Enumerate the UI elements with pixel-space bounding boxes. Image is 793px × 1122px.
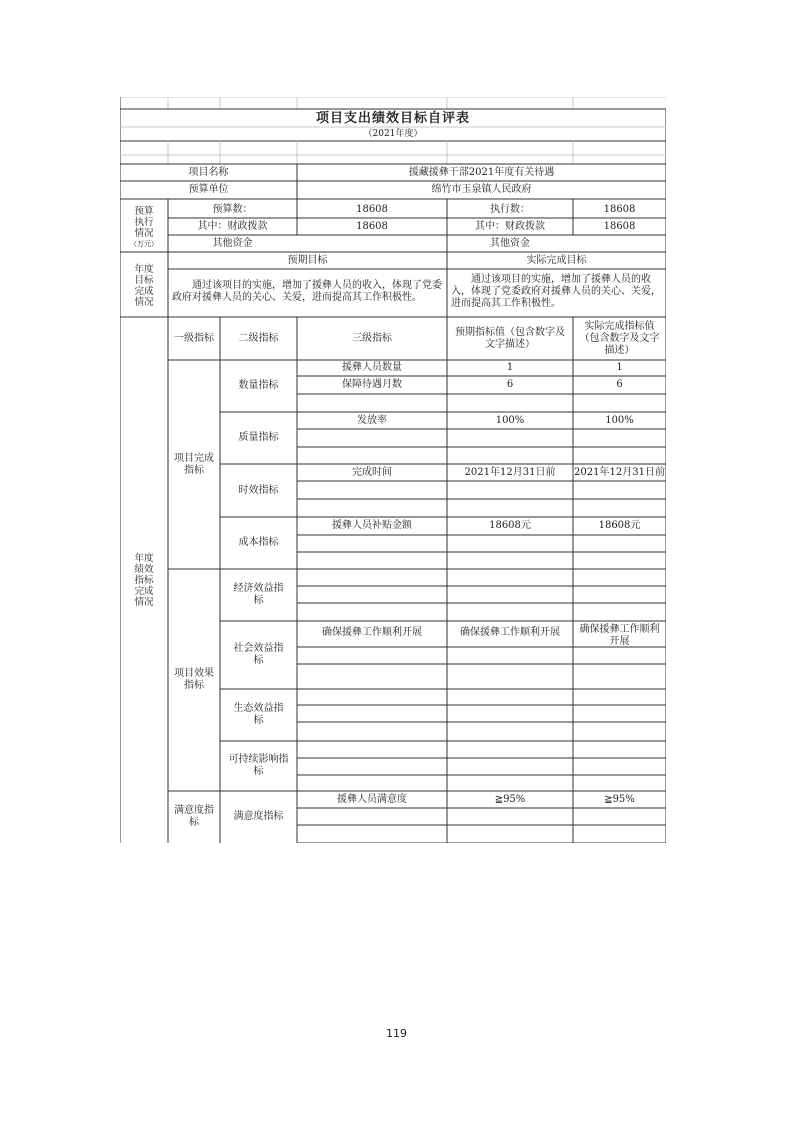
project-name-label: 项目名称	[188, 166, 229, 178]
time-indicator-label: 时效指标	[238, 484, 279, 496]
expected-goal-text: 通过该项目的实施，增加了援彝人员的收入，体现了党委政府对援彝人员的关心、关爱，进而提高其工作积极性。	[172, 280, 442, 303]
document-title: 项目支出绩效目标自评表	[315, 111, 470, 126]
row-t1-expected: 2021年12月31日前	[464, 466, 556, 478]
row-t1-name: 完成时间	[352, 466, 392, 478]
row-c1-actual: 18608元	[598, 520, 641, 531]
economic-indicator-label: 经济效益指标	[233, 583, 284, 606]
actual-value-header: 实际完成指标值（包含数字及文字描述）	[579, 320, 660, 356]
sustainable-indicator-label: 可持续影响指标	[228, 754, 289, 777]
row-s1-expected: 确保援彝工作顺利开展	[460, 627, 560, 638]
budget-section-text: 预算执行情况	[134, 205, 154, 239]
indicators-section-text: 年度绩效指标完成情况	[134, 552, 154, 608]
fiscal-budget-value: 18608	[356, 220, 388, 232]
row-q2-expected: 6	[506, 379, 514, 390]
row-sat1-expected: ≧95%	[494, 793, 526, 805]
level3-header: 三级指标	[352, 332, 392, 344]
social-indicator-label: 社会效益指标	[233, 643, 284, 666]
expected-goal-header: 预期目标	[287, 254, 328, 266]
row-c1-name: 援彝人员补贴金额	[332, 520, 412, 531]
row-ql1-name: 发放率	[357, 414, 387, 426]
budget-label: 预算数：	[212, 203, 253, 215]
goals-section-label	[124, 254, 164, 317]
satisfaction-indicator-label: 满意度指标	[233, 811, 284, 822]
goals-section-text: 年度目标完成情况	[134, 263, 154, 308]
row-s1-name: 确保援彝工作顺利开展	[322, 627, 422, 638]
row-q2-name: 保障待遇月数	[342, 379, 402, 390]
fiscal-exec-value: 18608	[603, 220, 636, 232]
other-funds-exec-label: 其他资金	[490, 237, 530, 249]
row-t1-actual: 2021年12月31日前	[574, 466, 665, 478]
group-satisfaction: 满意度指标	[174, 805, 214, 828]
budget-unit-note: （万元）	[130, 240, 158, 248]
cost-indicator-label: 成本指标	[238, 537, 279, 548]
exec-label: 执行数：	[490, 203, 530, 215]
row-q1-name: 援彝人员数量	[342, 362, 402, 373]
fiscal-budget-label: 其中：财政拨款	[197, 220, 268, 232]
page-number: 119	[386, 1027, 407, 1040]
evaluation-table	[120, 97, 666, 843]
row-q2-actual: 6	[616, 379, 623, 390]
budget-unit-label: 预算单位	[188, 184, 229, 195]
group-completion: 项目完成指标	[174, 452, 214, 476]
exec-value: 18608	[603, 203, 636, 215]
level1-header: 一级指标	[174, 332, 214, 344]
row-sat1-actual: ≧95%	[604, 793, 635, 805]
row-q1-expected: 1	[506, 362, 514, 373]
quantity-indicator-label: 数量指标	[238, 380, 279, 391]
expected-value-header: 预期指标值（包含数字及文字描述）	[455, 326, 565, 350]
row-ql1-expected: 100%	[495, 414, 525, 426]
project-name-value: 援藏援彝干部2021年度有关待遇	[408, 166, 555, 178]
actual-goal-header: 实际完成目标	[526, 254, 587, 266]
other-funds-label: 其他资金	[212, 237, 253, 249]
fiscal-exec-label: 其中：财政拨款	[475, 220, 545, 232]
quality-indicator-label: 质量指标	[238, 432, 279, 443]
actual-goal-text: 通过该项目的实施，增加了援彝人员的收入，体现了党委政府对援彝人员的关心、关爱，进而提高其工作积极性。	[451, 274, 661, 309]
row-ql1-actual: 100%	[605, 414, 634, 426]
row-sat1-name: 援彝人员满意度	[337, 793, 407, 805]
ecological-indicator-label: 生态效益指标	[233, 703, 284, 726]
document-year: （2021年度）	[363, 129, 423, 139]
budget-section-label	[124, 201, 164, 243]
row-q1-actual: 1	[616, 362, 623, 373]
row-s1-actual: 确保援彝工作顺利开展	[579, 624, 660, 647]
level2-header: 二级指标	[238, 332, 279, 344]
budget-unit-value: 绵竹市玉泉镇人民政府	[431, 184, 532, 195]
group-effect: 项目效果指标	[174, 668, 214, 691]
budget-value: 18608	[356, 203, 388, 215]
indicators-section-label	[124, 317, 164, 843]
row-c1-expected: 18608元	[489, 520, 531, 531]
